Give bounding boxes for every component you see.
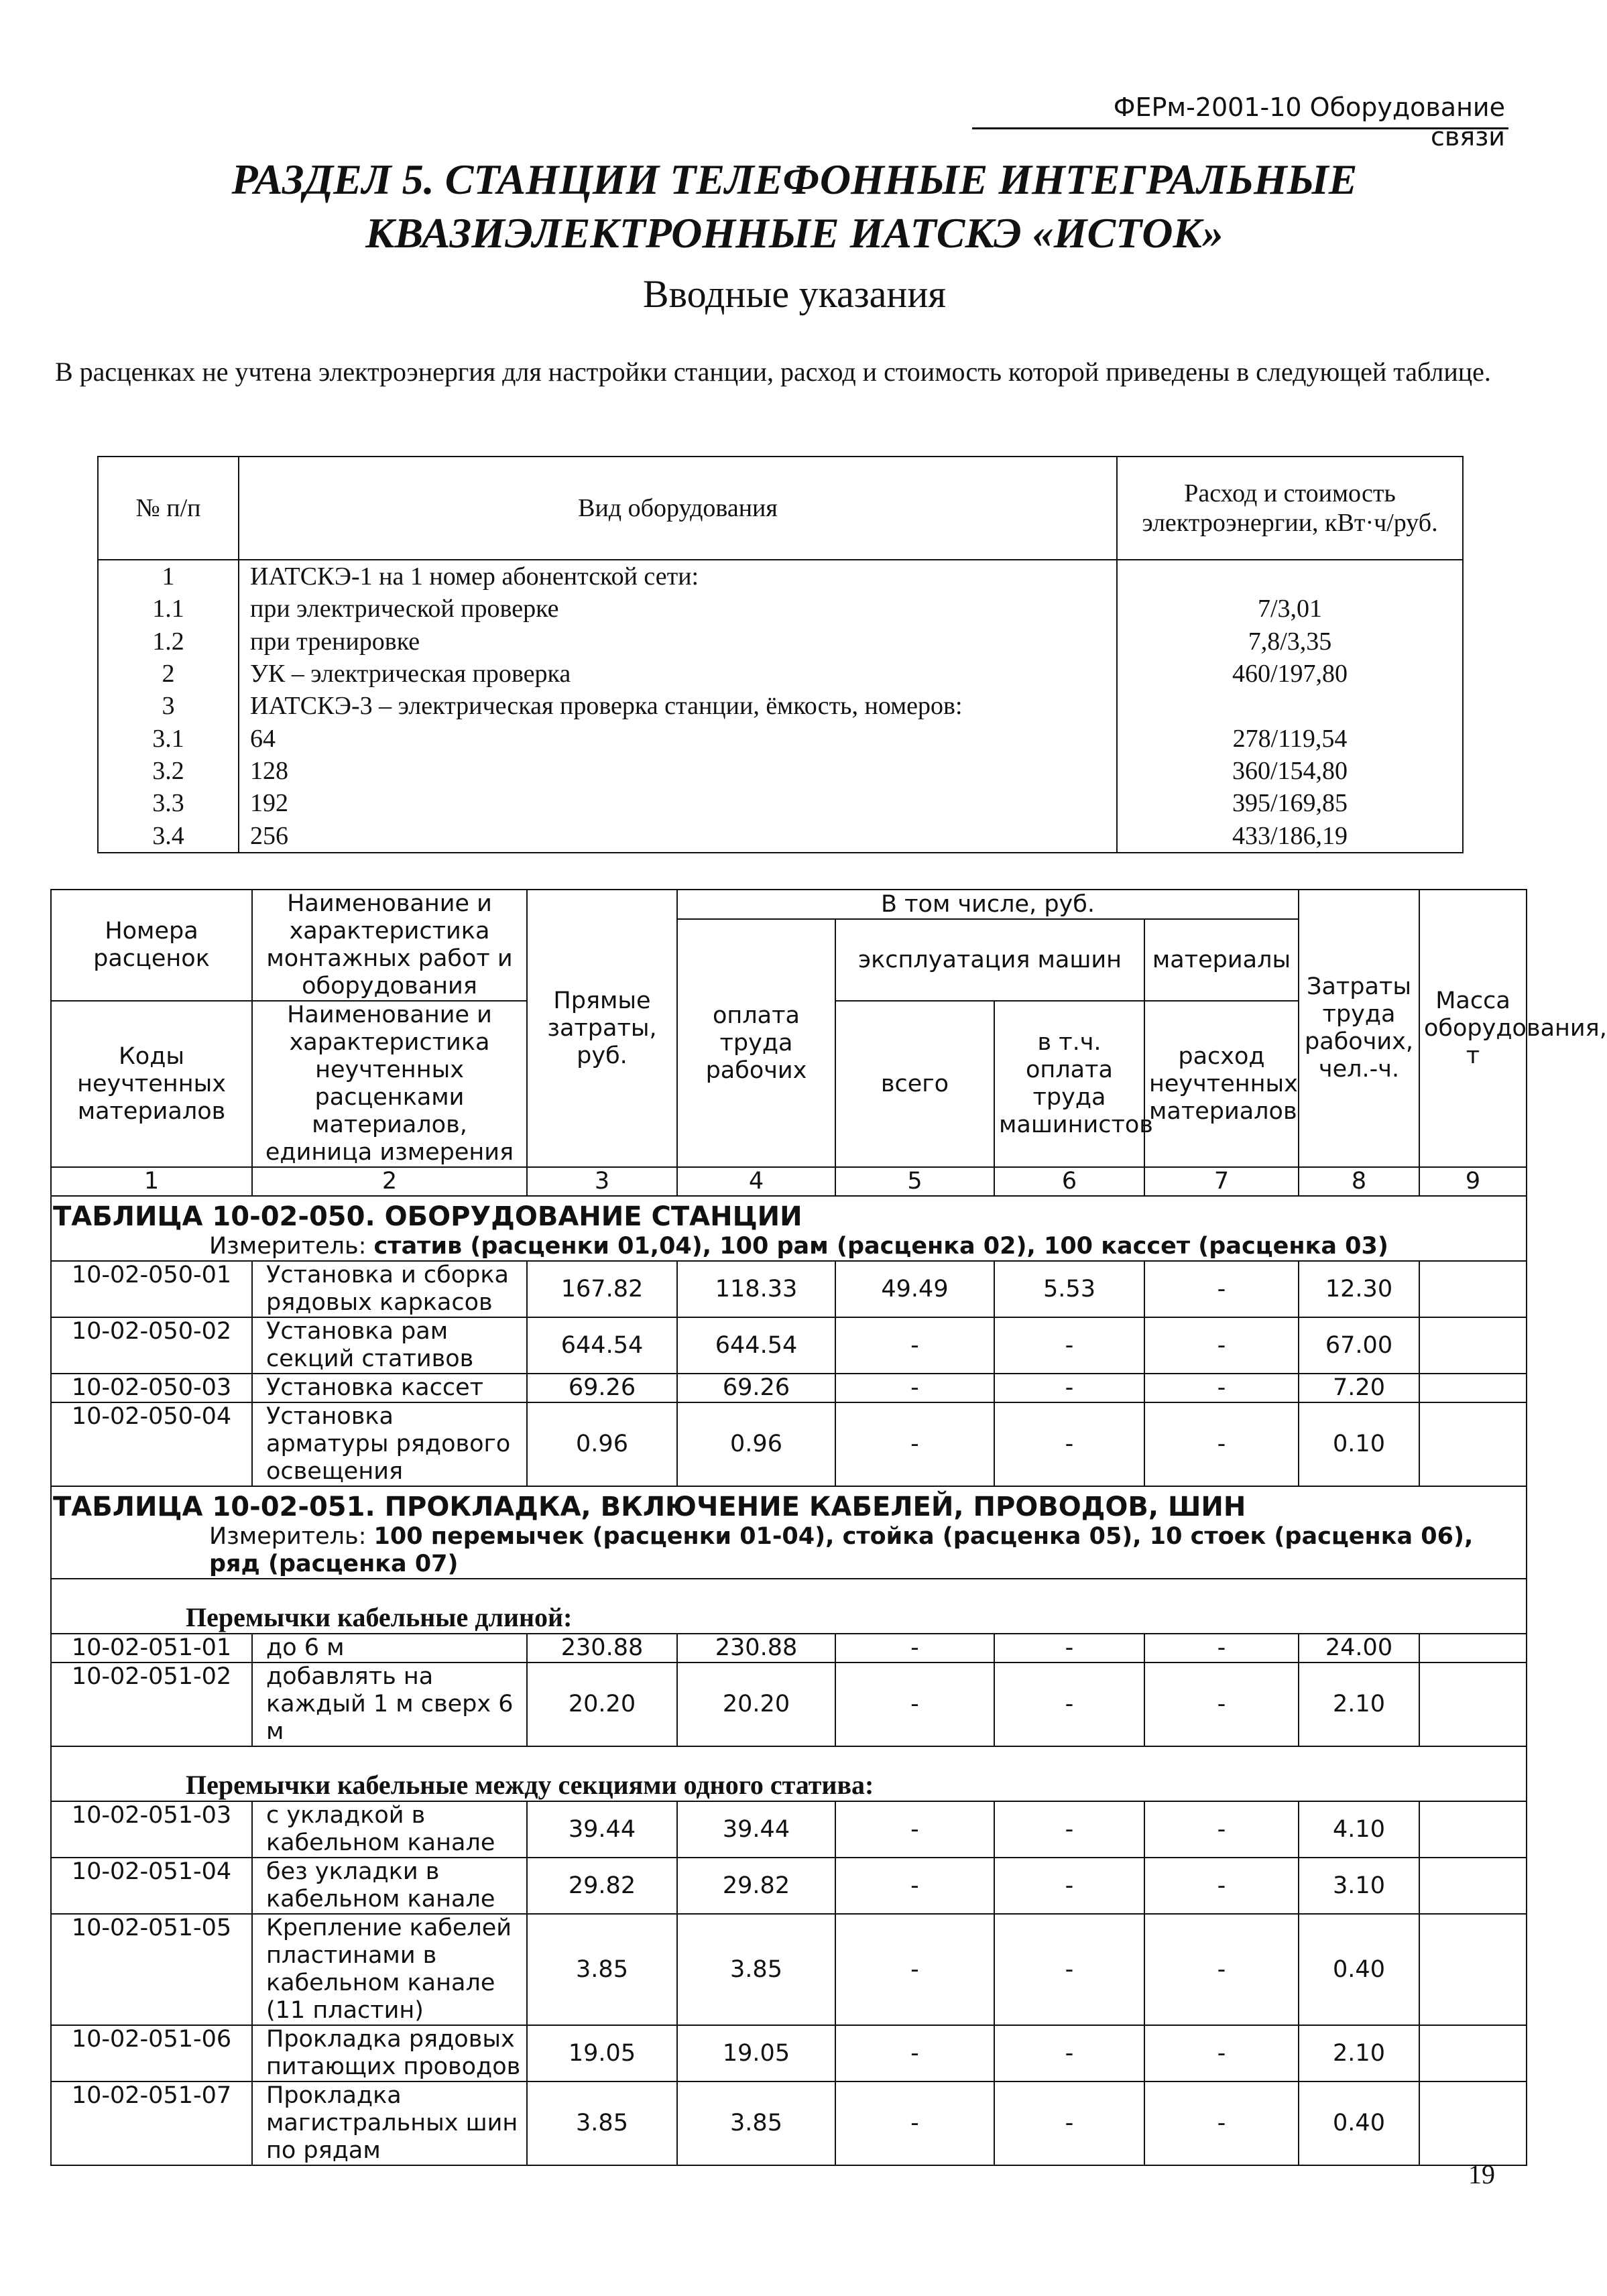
rate-row	[51, 2081, 1527, 2165]
energy-row-cost: 360/154,80	[1117, 755, 1463, 787]
energy-row-num: 1.1	[98, 593, 239, 625]
energy-row-type: ИАТСКЭ-1 на 1 номер абонентской сети:	[239, 560, 1117, 593]
energy-row-cost: 7,8/3,35	[1117, 625, 1463, 658]
rate-direct: 167.82	[527, 1261, 677, 1317]
rate-direct: 644.54	[527, 1317, 677, 1374]
rate-driver-pay: -	[994, 1914, 1144, 2025]
header-incl: В том числе, руб.	[677, 890, 1299, 919]
rate-labor: 4.10	[1299, 1801, 1419, 1858]
rate-machines: -	[835, 2081, 994, 2165]
energy-table-row	[98, 787, 1463, 819]
col-number: 4	[677, 1167, 835, 1196]
rate-code: 10-02-050-03	[51, 1374, 252, 1402]
rate-name: с укладкой в кабельном канале	[252, 1801, 527, 1858]
header-name: Наименование и характеристика монтажных работ и оборудования	[252, 890, 527, 1001]
rate-name: Установка арматуры рядового освещения	[252, 1402, 527, 1486]
rate-mass	[1419, 1663, 1527, 1746]
rate-labor-pay: 39.44	[677, 1801, 835, 1858]
energy-table-row	[98, 593, 1463, 625]
rate-mass	[1419, 1261, 1527, 1317]
rate-mass	[1419, 2025, 1527, 2081]
rate-code: 10-02-051-03	[51, 1801, 252, 1858]
energy-row-num: 3	[98, 690, 239, 722]
energy-table-row	[98, 560, 1463, 593]
rate-mass	[1419, 1634, 1527, 1663]
rate-code: 10-02-050-02	[51, 1317, 252, 1374]
rate-direct: 69.26	[527, 1374, 677, 1402]
rate-labor-pay: 118.33	[677, 1261, 835, 1317]
rate-labor: 0.10	[1299, 1402, 1419, 1486]
rate-labor: 7.20	[1299, 1374, 1419, 1402]
header-mass: Масса оборудования, т	[1419, 890, 1527, 1167]
section-title-line-1: РАЗДЕЛ 5. СТАНЦИИ ТЕЛЕФОННЫЕ ИНТЕГРАЛЬНЫЕ	[231, 156, 1358, 203]
header-labor-cost: Затраты труда рабочих, чел.-ч.	[1299, 890, 1419, 1167]
rate-direct: 39.44	[527, 1801, 677, 1858]
rate-row	[51, 1914, 1527, 2025]
rate-labor-pay: 20.20	[677, 1663, 835, 1746]
energy-row-cost: 278/119,54	[1117, 723, 1463, 755]
rate-labor: 67.00	[1299, 1317, 1419, 1374]
energy-row-type: при тренировке	[239, 625, 1117, 658]
energy-row-type: УК – электрическая проверка	[239, 658, 1117, 690]
energy-row-cost	[1117, 560, 1463, 593]
header-materials: материалы	[1144, 919, 1299, 1001]
header-mat-use: расход неучтенных материалов	[1144, 1001, 1299, 1167]
page-number: 19	[1468, 2159, 1495, 2189]
energy-row-num: 1.2	[98, 625, 239, 658]
rate-labor: 2.10	[1299, 1663, 1419, 1746]
energy-row-type: при электрической проверке	[239, 593, 1117, 625]
header-name-2: Наименование и характеристика неучтенных расценками материалов, единица измерения	[252, 1001, 527, 1167]
energy-row-cost	[1117, 690, 1463, 722]
energy-header-num: № п/п	[98, 457, 239, 560]
energy-row-num: 3.1	[98, 723, 239, 755]
rate-labor-pay: 29.82	[677, 1858, 835, 1914]
energy-table-row	[98, 690, 1463, 722]
rate-driver-pay: -	[994, 2081, 1144, 2165]
rate-materials: -	[1144, 1317, 1299, 1374]
group-row	[51, 1579, 1527, 1634]
energy-row-num: 2	[98, 658, 239, 690]
rate-name: Прокладка рядовых питающих проводов	[252, 2025, 527, 2081]
rate-direct: 0.96	[527, 1402, 677, 1486]
group-cell	[51, 1579, 1527, 1634]
header-direct: Прямые затраты, руб.	[527, 890, 677, 1167]
rate-driver-pay: 5.53	[994, 1261, 1144, 1317]
rate-materials: -	[1144, 1801, 1299, 1858]
rate-row	[51, 1317, 1527, 1374]
rate-row	[51, 1663, 1527, 1746]
energy-row-type: 256	[239, 820, 1117, 853]
rate-materials: -	[1144, 1914, 1299, 2025]
meter-cell	[51, 1523, 1527, 1579]
rate-materials: -	[1144, 2025, 1299, 2081]
energy-table	[97, 456, 1464, 853]
energy-row-num: 3.2	[98, 755, 239, 787]
col-number: 5	[835, 1167, 994, 1196]
energy-table-row	[98, 658, 1463, 690]
rate-labor: 24.00	[1299, 1634, 1419, 1663]
rate-labor: 2.10	[1299, 2025, 1419, 2081]
header-driver-pay: в т.ч. оплата труда машинистов	[994, 1001, 1144, 1167]
rate-direct: 230.88	[527, 1634, 677, 1663]
rate-mass	[1419, 2081, 1527, 2165]
rate-materials: -	[1144, 1634, 1299, 1663]
section-title	[201, 153, 1388, 260]
energy-row-type: 192	[239, 787, 1117, 819]
energy-table-row	[98, 820, 1463, 853]
rate-materials: -	[1144, 1858, 1299, 1914]
table-title: ТАБЛИЦА 10-02-050. ОБОРУДОВАНИЕ СТАНЦИИ	[51, 1196, 1527, 1233]
energy-header-type: Вид оборудования	[239, 457, 1117, 560]
energy-row-cost: 7/3,01	[1117, 593, 1463, 625]
rate-code: 10-02-051-06	[51, 2025, 252, 2081]
energy-row-num: 3.3	[98, 787, 239, 819]
rate-name: Прокладка магистральных шин по рядам	[252, 2081, 527, 2165]
rate-machines: -	[835, 1317, 994, 1374]
meter-row	[51, 1523, 1527, 1579]
rate-machines: -	[835, 1374, 994, 1402]
col-number: 1	[51, 1167, 252, 1196]
energy-row-type: ИАТСКЭ-3 – электрическая проверка станции, ёмкость, номеров:	[239, 690, 1117, 722]
rate-mass	[1419, 1858, 1527, 1914]
rate-row	[51, 1402, 1527, 1486]
col-number: 3	[527, 1167, 677, 1196]
rate-labor-pay: 3.85	[677, 1914, 835, 2025]
rate-labor-pay: 3.85	[677, 2081, 835, 2165]
rates-table	[50, 889, 1607, 2166]
rate-mass	[1419, 1801, 1527, 1858]
table-title-row	[51, 1486, 1527, 1523]
energy-row-num: 1	[98, 560, 239, 593]
rate-name: Установка и сборка рядовых каркасов	[252, 1261, 527, 1317]
meter-text: 100 перемычек (расценки 01-04), стойка (расценка 05), 10 стоек (расценка 06), ряд (расценка 07)	[209, 1523, 1474, 1577]
meter-prefix: Измеритель:	[209, 1233, 374, 1260]
table-title-row	[51, 1196, 1527, 1233]
rate-machines: -	[835, 1858, 994, 1914]
rate-code: 10-02-050-04	[51, 1402, 252, 1486]
rate-machines: 49.49	[835, 1261, 994, 1317]
intro-title: Вводные указания	[642, 272, 947, 316]
rate-row	[51, 1374, 1527, 1402]
energy-row-num: 3.4	[98, 820, 239, 853]
energy-row-type: 128	[239, 755, 1117, 787]
rate-code: 10-02-051-02	[51, 1663, 252, 1746]
rate-row	[51, 1858, 1527, 1914]
rate-driver-pay: -	[994, 1317, 1144, 1374]
energy-row-type: 64	[239, 723, 1117, 755]
col-number: 9	[1419, 1167, 1527, 1196]
rate-labor-pay: 0.96	[677, 1402, 835, 1486]
group-title: Перемычки кабельные длиной:	[186, 1602, 573, 1632]
rate-row	[51, 1261, 1527, 1317]
energy-table-row	[98, 625, 1463, 658]
rate-materials: -	[1144, 2081, 1299, 2165]
col-number: 8	[1299, 1167, 1419, 1196]
rate-direct: 3.85	[527, 1914, 677, 2025]
group-title: Перемычки кабельные между секциями одного статива:	[186, 1770, 874, 1800]
rate-row	[51, 1801, 1527, 1858]
energy-row-cost: 460/197,80	[1117, 658, 1463, 690]
rate-direct: 20.20	[527, 1663, 677, 1746]
rate-labor-pay: 644.54	[677, 1317, 835, 1374]
rate-labor: 3.10	[1299, 1858, 1419, 1914]
meter-prefix: Измеритель:	[209, 1523, 374, 1550]
rate-name: до 6 м	[252, 1634, 527, 1663]
group-cell	[51, 1746, 1527, 1801]
rate-name: Установка рам секций стативов	[252, 1317, 527, 1374]
rate-driver-pay: -	[994, 1634, 1144, 1663]
rate-code: 10-02-051-07	[51, 2081, 252, 2165]
rate-machines: -	[835, 1801, 994, 1858]
col-number: 6	[994, 1167, 1144, 1196]
rate-direct: 19.05	[527, 2025, 677, 2081]
rate-code: 10-02-051-01	[51, 1634, 252, 1663]
rate-materials: -	[1144, 1261, 1299, 1317]
energy-row-cost: 433/186,19	[1117, 820, 1463, 853]
rate-machines: -	[835, 1634, 994, 1663]
table-title: ТАБЛИЦА 10-02-051. ПРОКЛАДКА, ВКЛЮЧЕНИЕ КАБЕЛЕЙ, ПРОВОДОВ, ШИН	[51, 1486, 1527, 1523]
running-header: ФЕРм-2001-10 Оборудование связи	[1113, 93, 1505, 152]
rate-mass	[1419, 1914, 1527, 2025]
rate-materials: -	[1144, 1374, 1299, 1402]
meter-cell	[51, 1233, 1527, 1261]
energy-table-row	[98, 723, 1463, 755]
header-codes-2: Коды неучтенных материалов	[51, 1001, 252, 1167]
rate-machines: -	[835, 1663, 994, 1746]
rate-machines: -	[835, 1914, 994, 2025]
rate-labor: 0.40	[1299, 2081, 1419, 2165]
rate-labor-pay: 69.26	[677, 1374, 835, 1402]
rate-code: 10-02-051-05	[51, 1914, 252, 2025]
header-machines: эксплуатация машин	[835, 919, 1144, 1001]
section-title-line-2: КВАЗИЭЛЕКТРОННЫЕ ИАТСКЭ «ИСТОК»	[365, 209, 1224, 257]
column-numbers-row	[51, 1167, 1527, 1196]
rate-driver-pay: -	[994, 1801, 1144, 1858]
rate-name: Крепление кабелей пластинами в кабельном канале (11 пластин)	[252, 1914, 527, 2025]
col-number: 7	[1144, 1167, 1299, 1196]
col-number: 2	[252, 1167, 527, 1196]
rate-driver-pay: -	[994, 1402, 1144, 1486]
rate-code: 10-02-051-04	[51, 1858, 252, 1914]
rate-code: 10-02-050-01	[51, 1261, 252, 1317]
energy-row-cost: 395/169,85	[1117, 787, 1463, 819]
rate-name: добавлять на каждый 1 м сверх 6 м	[252, 1663, 527, 1746]
energy-header-cost: Расход и стоимость электроэнергии, кВт·ч/руб.	[1117, 457, 1463, 560]
rate-labor-pay: 19.05	[677, 2025, 835, 2081]
header-codes: Номера расценок	[51, 890, 252, 1001]
rate-mass	[1419, 1317, 1527, 1374]
rate-driver-pay: -	[994, 1374, 1144, 1402]
rate-labor-pay: 230.88	[677, 1634, 835, 1663]
header-total: всего	[835, 1001, 994, 1167]
rate-materials: -	[1144, 1402, 1299, 1486]
rate-driver-pay: -	[994, 1663, 1144, 1746]
rate-name: без укладки в кабельном канале	[252, 1858, 527, 1914]
rate-name: Установка кассет	[252, 1374, 527, 1402]
rate-direct: 29.82	[527, 1858, 677, 1914]
rate-mass	[1419, 1374, 1527, 1402]
header-labor-pay: оплата труда рабочих	[677, 919, 835, 1167]
rate-machines: -	[835, 1402, 994, 1486]
group-row	[51, 1746, 1527, 1801]
energy-table-header	[98, 457, 1463, 560]
rate-direct: 3.85	[527, 2081, 677, 2165]
meter-row	[51, 1233, 1527, 1261]
rate-driver-pay: -	[994, 2025, 1144, 2081]
meter-text: статив (расценки 01,04), 100 рам (расценка 02), 100 кассет (расценка 03)	[373, 1233, 1388, 1260]
header-rule	[972, 127, 1508, 129]
rate-mass	[1419, 1402, 1527, 1486]
rate-machines: -	[835, 2025, 994, 2081]
rate-materials: -	[1144, 1663, 1299, 1746]
rate-row	[51, 1634, 1527, 1663]
rate-labor: 0.40	[1299, 1914, 1419, 2025]
rate-driver-pay: -	[994, 1858, 1144, 1914]
rate-labor: 12.30	[1299, 1261, 1419, 1317]
rate-row	[51, 2025, 1527, 2081]
intro-text: В расценках не учтена электроэнергия для настройки станции, расход и стоимость которой приведены в следующей таблице.	[55, 357, 1491, 387]
energy-table-row	[98, 755, 1463, 787]
